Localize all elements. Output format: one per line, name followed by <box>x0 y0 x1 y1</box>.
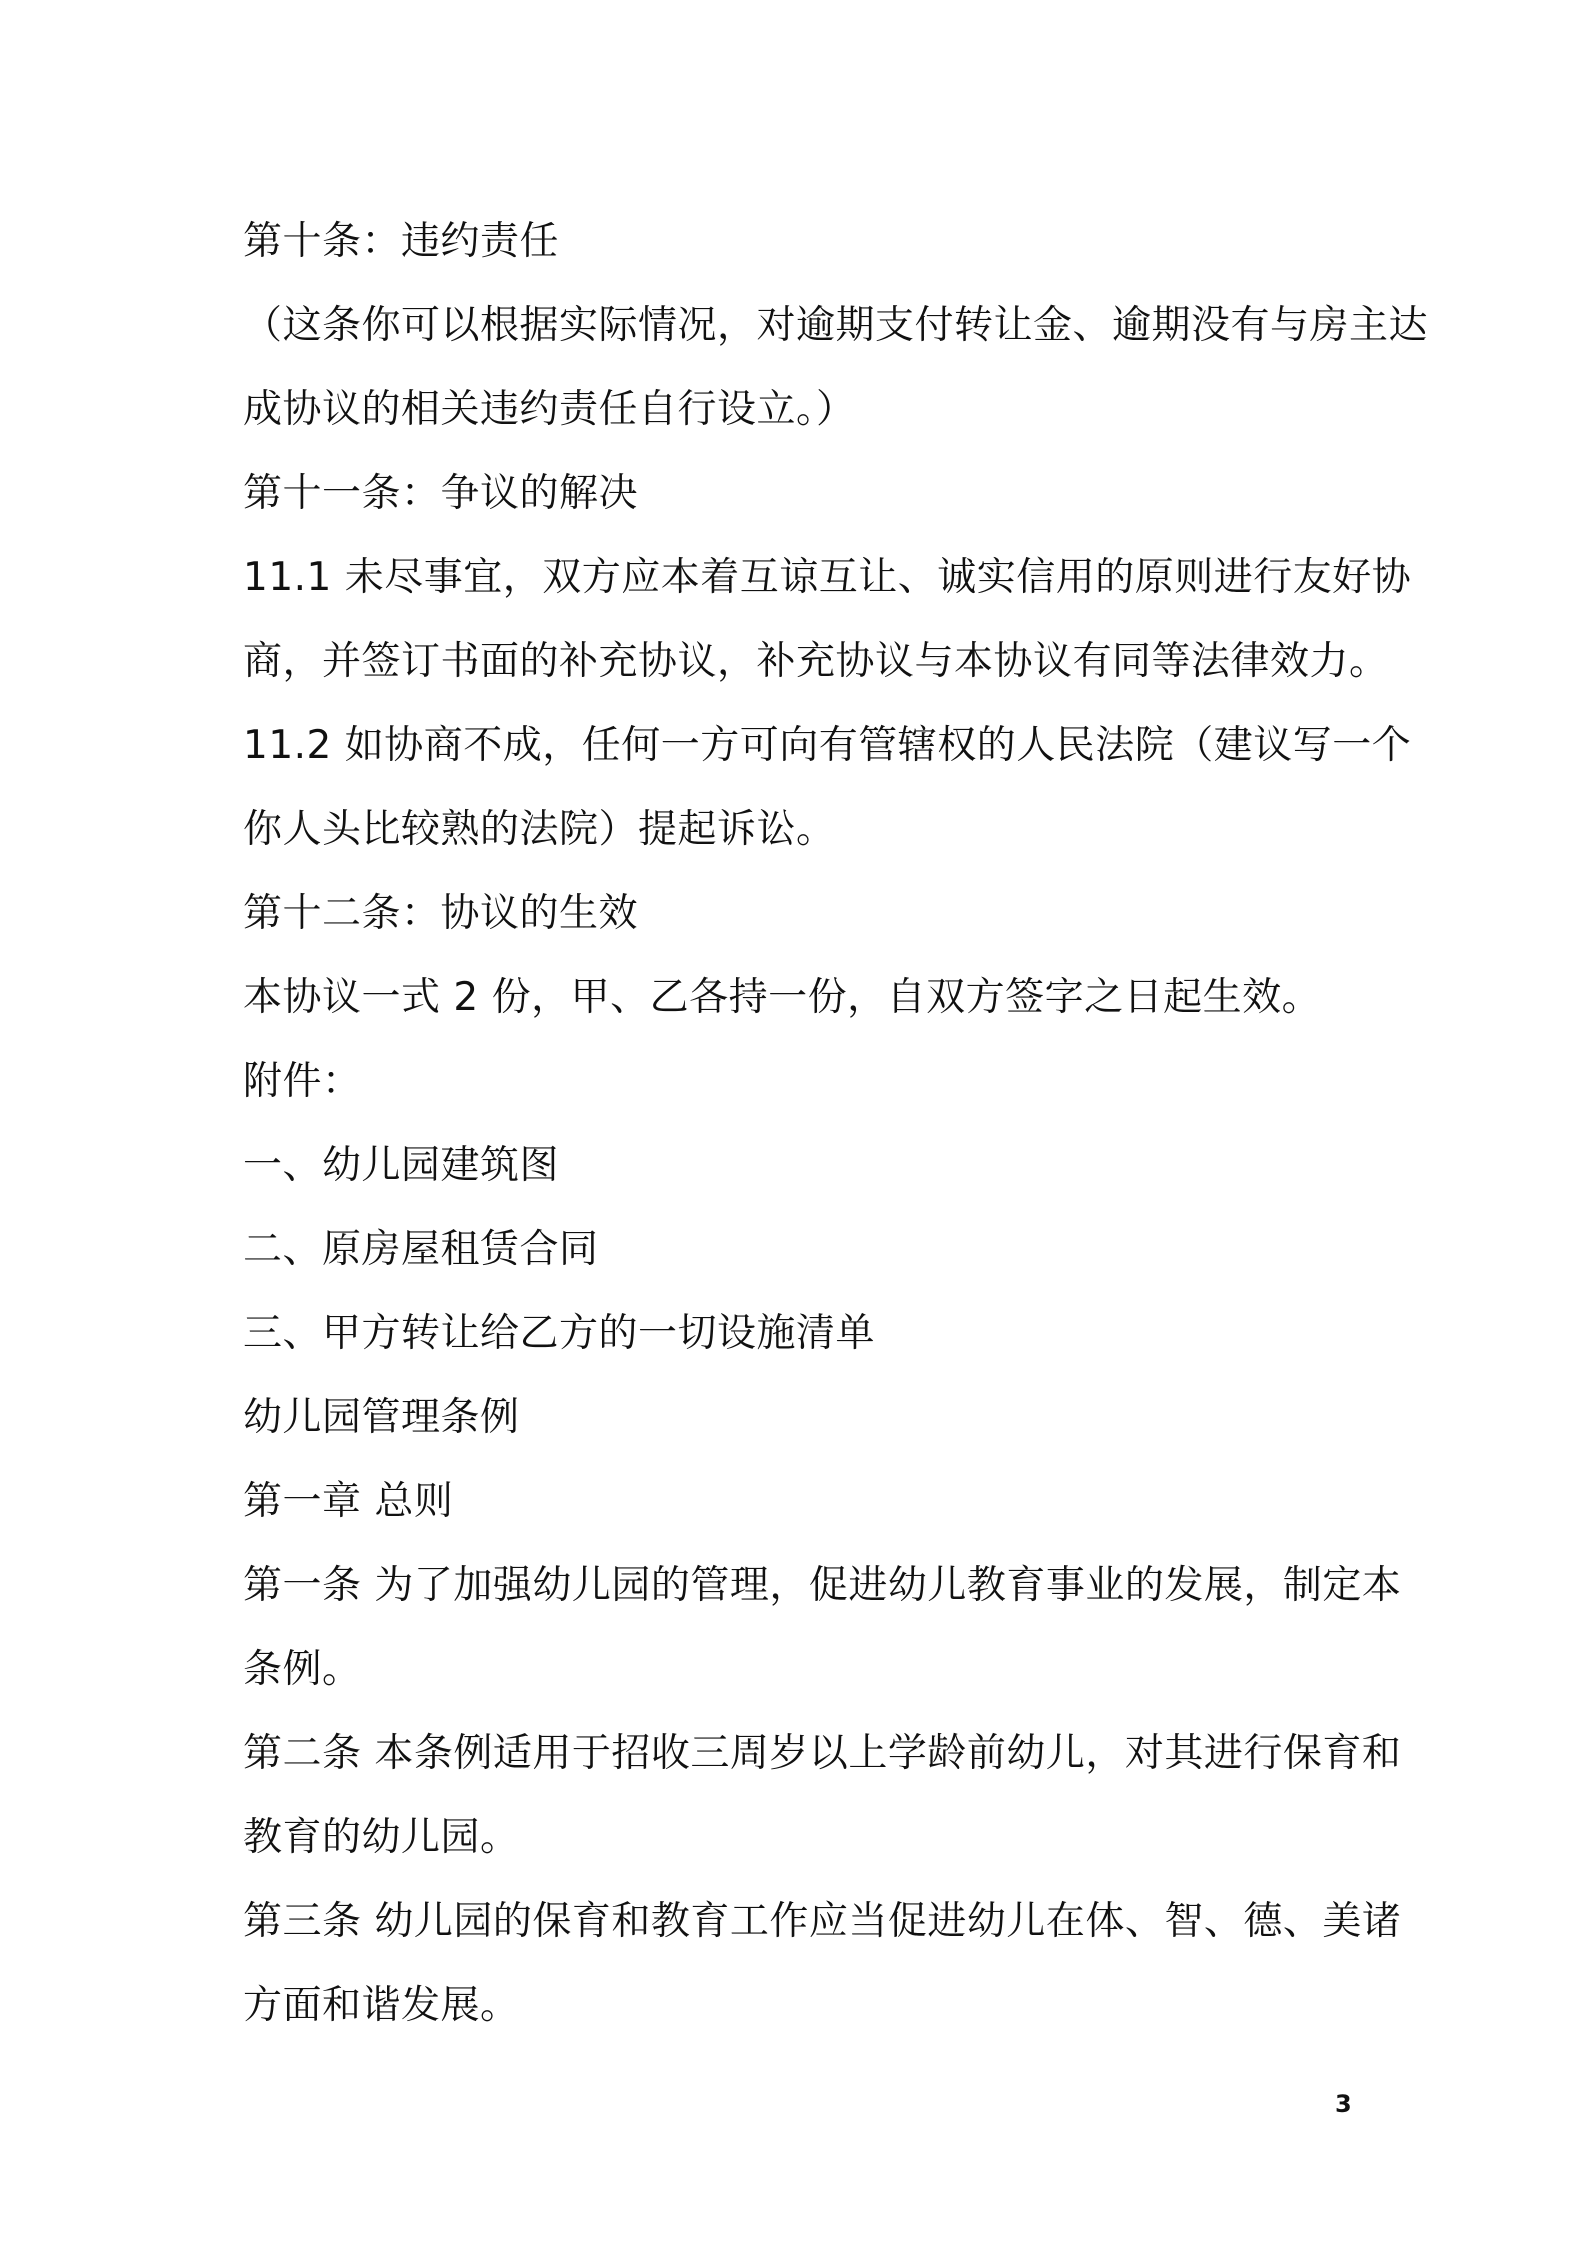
text-line: 成协议的相关违约责任自行设立。） <box>243 387 856 432</box>
heading-article-12: 第十二条：协议的生效 <box>243 891 639 936</box>
document-body <box>243 200 1429 2048</box>
attachment-item: 三、甲方转让给乙方的一切设施清单 <box>243 1311 876 1356</box>
text-line: 11.1 未尽事宜，双方应本着互谅互让、诚实信用的原则进行友好协 <box>243 555 1412 600</box>
heading-article-10: 第十条：违约责任 <box>243 219 560 264</box>
heading-article-11: 第十一条：争议的解决 <box>243 471 639 516</box>
text-line: 教育的幼儿园。 <box>243 1815 520 1860</box>
text-line: 商，并签订书面的补充协议，补充协议与本协议有同等法律效力。 <box>243 639 1389 684</box>
text-line: 条例。 <box>243 1647 362 1692</box>
text-line: 你人头比较熟的法院）提起诉讼。 <box>243 807 836 852</box>
regulation-title: 幼儿园管理条例 <box>243 1395 520 1440</box>
chapter-heading: 第一章 总则 <box>243 1479 454 1524</box>
text-line: 方面和谐发展。 <box>243 1983 520 2028</box>
attachment-item: 二、原房屋租赁合同 <box>243 1227 599 1272</box>
text-line: 本协议一式 2 份，甲、乙各持一份，自双方签字之日起生效。 <box>243 975 1322 1020</box>
text-line: 第三条 幼儿园的保育和教育工作应当促进幼儿在体、智、德、美诸 <box>243 1899 1402 1944</box>
text-line: 11.2 如协商不成，任何一方可向有管辖权的人民法院（建议写一个 <box>243 723 1412 768</box>
text-line: （这条你可以根据实际情况，对逾期支付转让金、逾期没有与房主达 <box>243 303 1429 348</box>
attachment-item: 一、幼儿园建筑图 <box>243 1143 560 1188</box>
page-number: 3 <box>1335 2090 1352 2118</box>
text-line: 第二条 本条例适用于招收三周岁以上学龄前幼儿，对其进行保育和 <box>243 1731 1402 1776</box>
attachments-heading: 附件： <box>243 1059 362 1104</box>
text-line: 第一条 为了加强幼儿园的管理，促进幼儿教育事业的发展，制定本 <box>243 1563 1402 1608</box>
